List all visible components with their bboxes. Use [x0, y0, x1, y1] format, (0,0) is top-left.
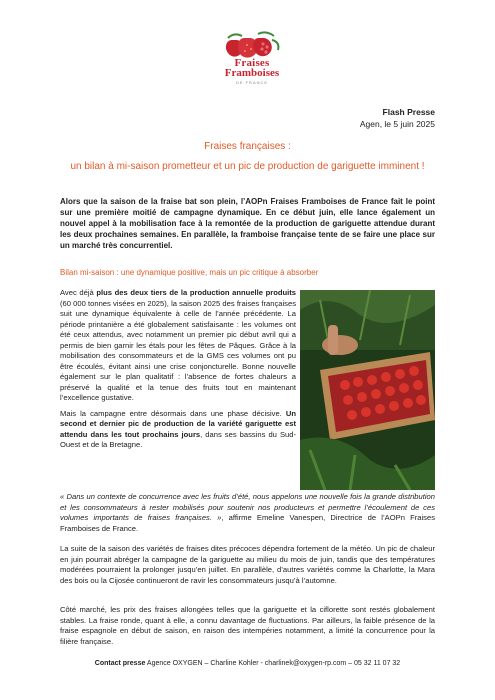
footer-label: Contact presse [94, 660, 146, 667]
logo-text-framboises: Framboises [224, 67, 280, 79]
text-span: (60 000 tonnes visées en 2025), la saison 2025 des fraises françaises suit une dynamique équivalente à celle de l’année précédente. La période printanière a été globalement satisfaisante : les volumes ont été ceux attendus, avec notamment un premier pic début avril qui a permis de bien garnir les étals pour les fêtes de Pâques. Grâce à la mobilisation des consommateurs et de la GMS ces volumes ont pu être écoulés, évitant ainsi une crise conjoncturelle. Bonne nouvelle également sur le plan qualitatif : l’absence de fortes chaleurs a préservé la qualité et la tenue des fruits tout en maintenant l’excellence gustative. [60, 298, 296, 402]
quote-italic: « Dans un contexte de concurrence avec les fruits d’été, nous appelons une nouvelle fois la grande distribution et les consommateurs à rester mobilisés pour soutenir nos producteurs et permettre l’écoulement de ces volumes importants de fraises françaises. » [60, 492, 435, 522]
main-column [60, 288, 296, 456]
column-paragraph-2 [60, 409, 296, 451]
brand-logo [212, 30, 292, 92]
lead-paragraph: Alors que la saison de la fraise bat son plein, l’AOPn Fraises Framboises de France fait le point sur une première moitié de campagne dynamique. En ce début juin, elle lance également un nouvel appel à la mobilisation face à la remontée de la production de gariguette attendue durant les deux prochaines semaines. En parallèle, la framboise française tente de se faire une place sur un marché très concurrentiel. [60, 197, 435, 250]
title-line-1: Fraises françaises : [204, 141, 291, 152]
strawberry-photo-icon [300, 290, 435, 490]
column-paragraph-1 [60, 288, 296, 404]
paragraph-meteo: La suite de la saison des variétés de fraises dites précoces dépendra fortement de la météo. Un pic de chaleur en juin pourrait abréger la campagne de la gariguette au milieu du mois de juin, tandis que des températures modérées pourraient la prolonger jusqu’en juillet. En parallèle, d’autres variétés comme la Charlotte, la Mara des bois ou la Cijosée continueront de ravir les consommateurs jusqu’à l’automne. [60, 544, 435, 585]
flash-presse-label: Flash Presse [382, 107, 435, 117]
strawberry-raspberry-logo-icon [218, 30, 286, 60]
logo-text-fraises: Fraises [234, 57, 270, 69]
press-header [360, 106, 435, 130]
footer-text: Agence OXYGEN – Charline Kohler - charlinek@oxygen-rp.com – 05 32 11 07 32 [145, 660, 401, 667]
text-span: Avec déjà [60, 288, 97, 297]
bold-span: plus des deux tiers de la production annuelle produits [96, 288, 296, 297]
title-line-2: un bilan à mi-saison prometteur et un pic de production de gariguette imminent ! [70, 161, 425, 172]
section-title: Bilan mi-saison : une dynamique positive, mais un pic critique à absorber [60, 268, 319, 277]
press-contact-footer [60, 660, 435, 667]
bold-span: Un second et dernier pic de production de la variété gariguette est attendu dans les tout prochains jours [60, 408, 296, 439]
logo-text-de-france: DE FRANCE [235, 80, 269, 85]
quote-attribution: , affirme Emeline Vanespen, Directrice de l’AOPn Fraises Framboises de France. [60, 513, 435, 533]
text-span: , dans ses bassins du Sud-Ouest et de la Bretagne. [60, 429, 296, 449]
date-line: Agen, le 5 juin 2025 [359, 119, 435, 129]
text-span: Mais la campagne entre désormais dans une phase décisive. [60, 408, 286, 418]
paragraph-marche: Côté marché, les prix des fraises allongées telles que la gariguette et la ciflorette sont restés globalement stables. La fraise ronde, quant à elle, a connu davantage de fluctuations. Par ailleurs, la faible présence de la fraise espagnole en début de saison, en raison des intempéries notamment, a limité la concurrence pour la filière française. [60, 605, 435, 646]
strawberry-crate-photo [300, 290, 435, 490]
quote-paragraph [60, 492, 435, 534]
